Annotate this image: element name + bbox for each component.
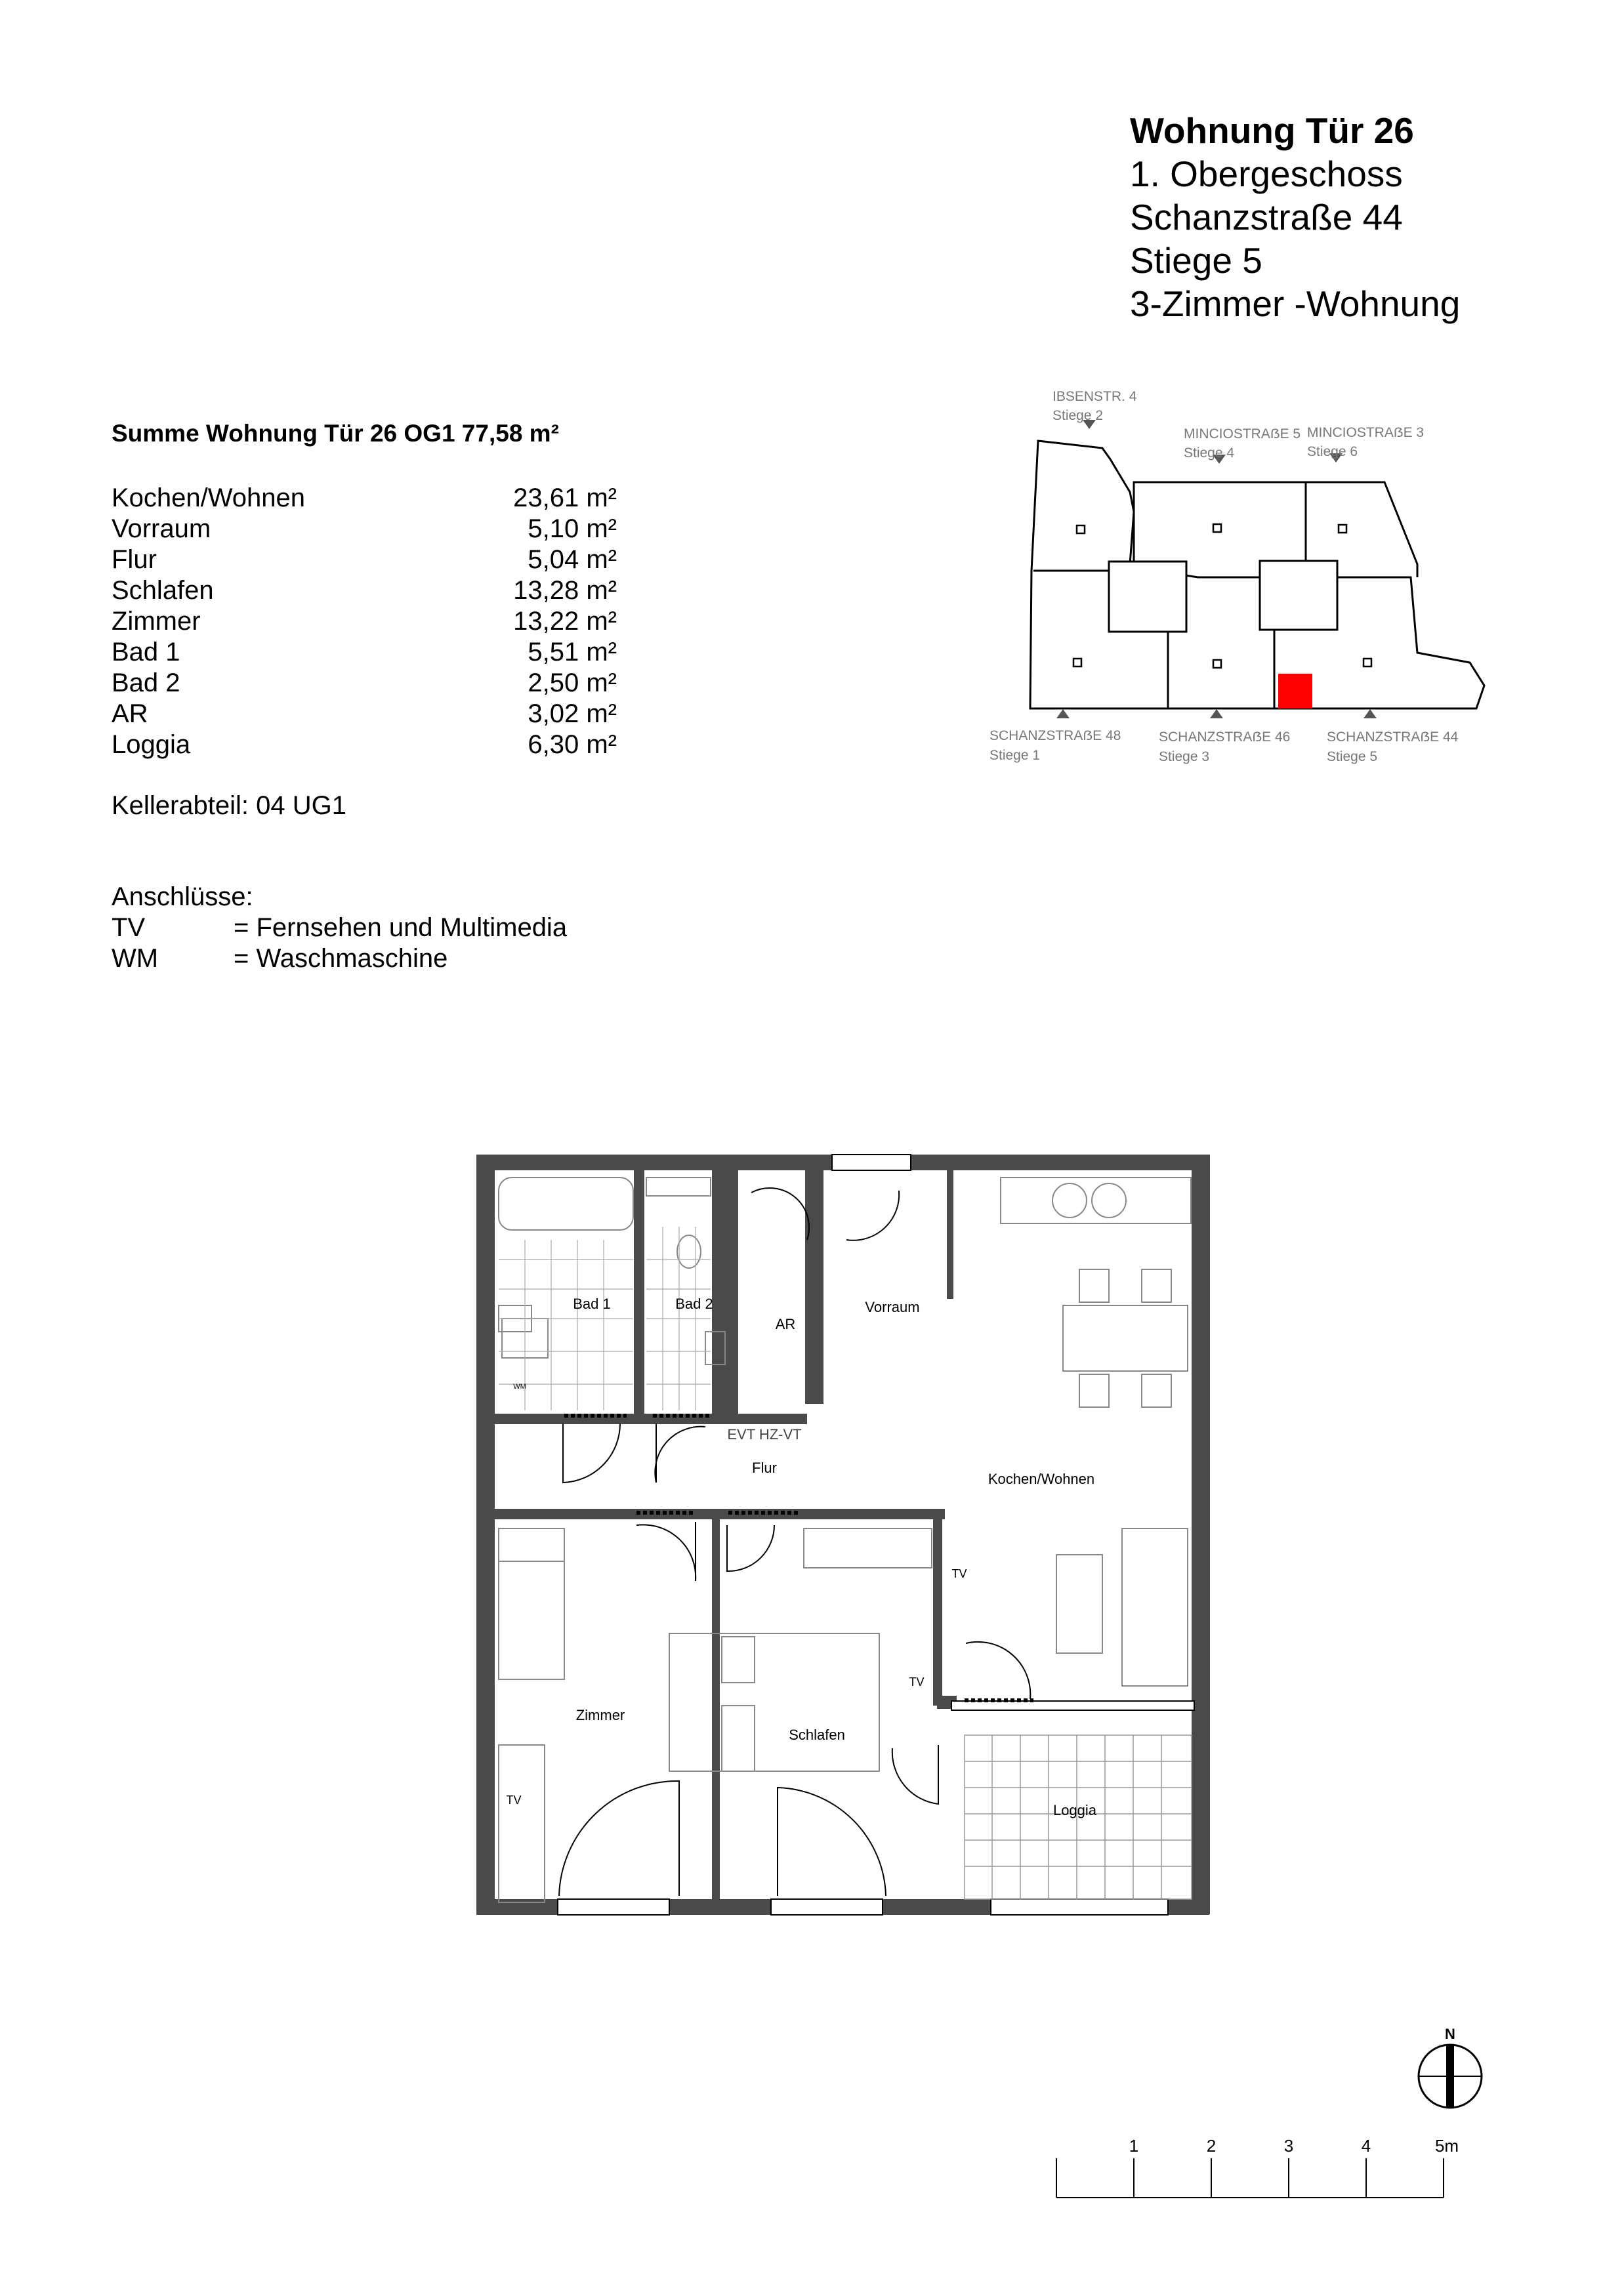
room-name: Bad 2: [112, 668, 180, 697]
scale-tick-label: 4: [1361, 2136, 1371, 2156]
site-stair-label: Stiege 5: [1327, 749, 1378, 764]
room-label-flur: Flur: [752, 1460, 777, 1476]
evt-label: EVT HZ-VT: [727, 1426, 802, 1443]
room-label-schlafen: Schlafen: [789, 1727, 845, 1743]
site-label: SCHANZSTRAẞE 48: [989, 728, 1121, 743]
apartment-title: Wohnung Tür 26: [1130, 110, 1414, 151]
room-name: AR: [112, 699, 148, 728]
tv-outlet-label: TV: [506, 1794, 522, 1807]
summary-title: Summe Wohnung Tür 26 OG1 77,58 m²: [112, 420, 559, 447]
room-area: 5,04 m²: [528, 545, 617, 574]
site-stair-label: Stiege 4: [1184, 445, 1235, 461]
connections-heading: Anschlüsse:: [112, 882, 253, 911]
connection-desc: = Waschmaschine: [234, 944, 448, 973]
site-label: IBSENSTR. 4: [1052, 389, 1137, 404]
cellar-label: Kellerabteil: 04 UG1: [112, 791, 346, 820]
room-name: Loggia: [112, 730, 191, 759]
site-stair-label: Stiege 3: [1159, 749, 1210, 764]
room-name: Schlafen: [112, 576, 214, 605]
site-label: MINCIOSTRAẞE 3: [1307, 425, 1425, 440]
room-name: Bad 1: [112, 638, 180, 666]
room-area: 23,61 m²: [513, 483, 617, 512]
wm-label: WM: [513, 1383, 526, 1391]
room-label-bad2: Bad 2: [675, 1296, 713, 1312]
outer-walls: [476, 1155, 1210, 1915]
room-label-ar: AR: [775, 1316, 796, 1332]
stair-label: Stiege 5: [1130, 240, 1262, 281]
room-area: 3,02 m²: [528, 699, 617, 728]
room-area: 13,28 m²: [513, 576, 617, 605]
connection-desc: = Fernsehen und Multimedia: [234, 913, 568, 942]
scale-bar: [1050, 2132, 1483, 2211]
room-label-vorraum: Vorraum: [865, 1299, 920, 1315]
room-label-zimmer: Zimmer: [575, 1707, 625, 1723]
site-label: MINCIOSTRAẞE 5: [1184, 426, 1301, 441]
tv-outlet-label: TV: [951, 1567, 967, 1580]
tv-outlet-label: TV: [909, 1675, 925, 1689]
apartment-type-label: 3-Zimmer -Wohnung: [1130, 283, 1461, 324]
room-name: Flur: [112, 545, 157, 574]
scale-tick-label: 1: [1129, 2136, 1139, 2156]
site-label: SCHANZSTRAẞE 46: [1159, 729, 1291, 745]
site-label: SCHANZSTRAẞE 44: [1327, 729, 1459, 745]
site-stair-label: Stiege 6: [1307, 444, 1358, 459]
scale-tick-label: 2: [1206, 2136, 1217, 2156]
scale-tick-label: 5m: [1434, 2136, 1459, 2156]
address-label: Schanzstraße 44: [1130, 197, 1403, 237]
room-area: 13,22 m²: [513, 607, 617, 636]
connection-abbr: TV: [112, 913, 146, 942]
scale-tick-label: 3: [1283, 2136, 1294, 2156]
north-label: N: [1445, 2026, 1455, 2042]
room-area: 6,30 m²: [528, 730, 617, 759]
floor-label: 1. Obergeschoss: [1130, 154, 1403, 194]
room-area: 5,10 m²: [528, 514, 617, 543]
room-area: 2,50 m²: [528, 668, 617, 697]
room-area: 5,51 m²: [528, 638, 617, 666]
north-arrow: [1417, 2020, 1489, 2112]
site-stair-label: Stiege 2: [1052, 408, 1104, 423]
site-stair-label: Stiege 1: [989, 748, 1041, 763]
room-name: Kochen/Wohnen: [112, 483, 306, 512]
room-label-kochen-wohnen: Kochen/Wohnen: [988, 1471, 1095, 1487]
room-name: Vorraum: [112, 514, 211, 543]
room-name: Zimmer: [112, 607, 201, 636]
connection-abbr: WM: [112, 944, 159, 973]
room-label-loggia: Loggia: [1052, 1802, 1097, 1818]
room-label-bad1: Bad 1: [573, 1296, 611, 1312]
